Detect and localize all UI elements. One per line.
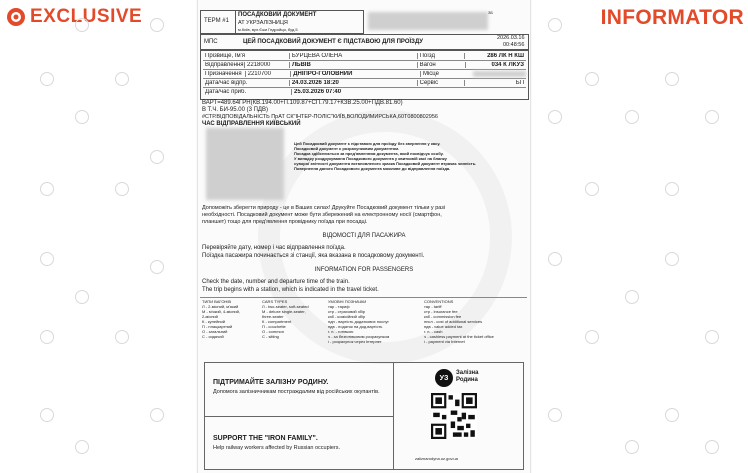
informator-brand: INFORMATOR (600, 6, 744, 29)
service-value: БП (464, 80, 526, 86)
passenger-info-line: Поїздка пасажира починається зі станції, яка вказана в посадковому документі. (202, 253, 425, 259)
watermark-dot (75, 18, 89, 32)
legend-item: пдв - податок на дод.вартість (328, 324, 383, 329)
ad-body-ua: Допомога залізничникам постраждалим від російських окупантів. (213, 389, 380, 395)
legend-item: О - загальний (202, 329, 228, 334)
departure-time-zone: ЧАС ВІДПРАВЛЕННЯ КИЇВСЬКИЙ (202, 121, 301, 127)
watermark-dot (40, 72, 54, 86)
arrival-datetime-label: Дата/час приб. (205, 88, 247, 95)
legend-item: К - compartment (262, 319, 292, 324)
eco-line: необхідності. Посадковий документ може бути збережений на електронному носії (смартфон, (202, 212, 442, 218)
insurance-line: #СТР.ВІДПОВІДАЛЬНІСТЬ ПрАТ СК"ІНТЕР-ПОЛІС"КИЇВ,ВОЛОДИМИРСЬКА,60Т0800802956 (202, 114, 438, 120)
issue-time: 00:48:56 (503, 42, 525, 48)
legend-conventions-en (424, 299, 526, 344)
departure-station: ЛЬВІВ (289, 62, 417, 68)
departure-label: Відправлення (205, 61, 244, 68)
redacted-barcode (368, 12, 488, 30)
arrival-datetime: 25.03.2026 07:40 (291, 89, 422, 95)
ad-divider (205, 416, 393, 417)
legend-item: стр - insurance fee (424, 309, 458, 314)
ad-logo-panel (393, 363, 523, 469)
watermark-dot (625, 110, 639, 124)
legend-title: CONVENTIONS (424, 299, 454, 304)
watermark-dot (150, 408, 164, 422)
legend-item: нпсл - cost of additional services (424, 319, 483, 324)
mps-row (200, 34, 529, 50)
watermark-dot (665, 408, 679, 422)
fare-breakdown: ВАРТ=489.64ГРН(КВ.194.00+П.109.87+СП.79.17+КЗВ.25.00+ПДВ.81.60) (202, 100, 403, 106)
arrival-station: ДНІПРО-ГОЛОВНИЙ (290, 71, 420, 77)
watermark-dot (705, 330, 719, 344)
watermark-dot (150, 260, 164, 274)
watermark-dot (705, 110, 719, 124)
fare-fee-line: В Т.Ч. БИ-95.00 (3 ПДВ) (202, 107, 268, 113)
legend-item: 2-місний (202, 314, 218, 319)
exclusive-label: EXCLUSIVE (30, 6, 143, 27)
issuer-box (235, 10, 364, 34)
watermark-dot (548, 110, 562, 124)
legend-item: стр - страховий збір (328, 309, 365, 314)
watermark-dot (625, 440, 639, 454)
legend-item: Л - two-seater, soft-seated (262, 304, 309, 309)
watermark-dot (115, 72, 129, 86)
legend-item: ндп - вартість додаткових послуг (328, 319, 389, 324)
legend-item: М - м'який, 4-місний, (202, 309, 240, 314)
watermark-dot (75, 440, 89, 454)
eco-line: планшет) тощо для пред'явлення провіднику поїзда при посадці. (202, 219, 368, 225)
watermark-dot (150, 150, 164, 164)
watermark-dot (665, 252, 679, 266)
note-line: Цей Посадковий документ є підставою для проїзду без звернення у касу. (294, 141, 441, 146)
name-label: Прізвище, Ім'я (205, 52, 245, 59)
watermark-dot (585, 72, 599, 86)
legend-item: г. п. - cash (424, 329, 443, 334)
legend-item: К - купейний (202, 319, 225, 324)
note-line: У випадку роздрукування Посадкового документа у квитковій касі на бланку (294, 156, 447, 161)
watermark-dot (585, 330, 599, 344)
legend-car-types-ua (202, 299, 262, 339)
legend-item: Л - 2-місний, м'який (202, 304, 239, 309)
watermark-dot (115, 330, 129, 344)
legend-item: С - sitting (262, 334, 279, 339)
watermark-dot (665, 72, 679, 86)
ad-text-panel (205, 363, 394, 469)
passenger-info-title-en: INFORMATION FOR PASSENGERS (314, 267, 414, 273)
watermark-dot (705, 440, 719, 454)
trip-details-table (200, 50, 529, 100)
ticket-number-label: ЗБ (488, 10, 494, 15)
company-address: м.Київ, вул.Єжи Гедройця, буд.5 (238, 27, 298, 32)
legend-item: ч - за безготівковим розрахунком (328, 334, 390, 339)
note-line: Посадковий документ є розрахунковим документом. (294, 146, 400, 151)
legend-item: і - розрахунок через Інтернет (328, 339, 382, 344)
legend-item: П - плацкартний (202, 324, 233, 329)
passenger-info-line: Перевіряйте дату, номер і час відправлення поїзда. (202, 245, 346, 251)
watermark-dot (40, 330, 54, 344)
watermark-dot (115, 182, 129, 196)
eco-line: Допоможіть зберегти природу - це в Ваших силах! Друкуйте Посадковий документ тільки у разі (202, 205, 445, 211)
legend-title: ТИПИ ВАГОНІВ (202, 299, 232, 304)
legend-item: тар - tariff (424, 304, 442, 309)
boarding-document (197, 0, 531, 473)
legend-car-types-en (262, 299, 324, 339)
legend-item: кзб - commission fee (424, 314, 462, 319)
ad-title-en: SUPPORT THE "IRON FAMILY". (213, 435, 318, 442)
note-line: суворої звітності документа встановленого зразка Посадковий документ втрачає чинність. (294, 161, 477, 166)
legend-item: ч - cashless payment at the ticket office (424, 334, 494, 339)
company-name: АТ УКРЗАЛІЗНИЦЯ (238, 20, 288, 26)
watermark-dot (585, 182, 599, 196)
legend-item: і - payment via Internet (424, 339, 465, 344)
train-label: Поїзд (417, 53, 465, 59)
legend-item: пдв - value added tax (424, 324, 463, 329)
terminal-label: ТЕРМ #1 (204, 18, 229, 24)
watermark-dot (548, 408, 562, 422)
car-number: 034 К ЛКУЗ (465, 62, 526, 68)
legend-item: П - couchette (262, 324, 286, 329)
legend-divider (200, 297, 527, 298)
mps-label: МПС (204, 39, 218, 45)
redacted-seat (473, 71, 527, 77)
iron-family-ad (204, 362, 524, 470)
watermark-dot (75, 110, 89, 124)
departure-code: 2218000 (244, 62, 289, 68)
watermark-dot (625, 290, 639, 304)
legend-item: г. п. - готівкою (328, 329, 354, 334)
redacted-qr-code (206, 128, 284, 200)
ad-body-en: Help railway workers affected by Russian occupiers. (213, 445, 341, 451)
departure-datetime: 24.03.2026 18:20 (289, 80, 417, 86)
legend-item: О - common (262, 329, 285, 334)
note-line: Повернення даного Посадкового документа можливе до відправлення поїзда. (294, 166, 451, 171)
watermark-dot (150, 18, 164, 32)
watermark-dot (40, 408, 54, 422)
arrival-label: Призначення (205, 70, 242, 77)
seat-label: Місце (420, 71, 469, 77)
note-line: Посадка здійснюється за пред'явленням документа, який посвідчує особу. (294, 151, 444, 156)
legend-item: тар - тариф (328, 304, 350, 309)
validity-notes (294, 141, 522, 171)
qr-code-icon[interactable] (431, 393, 477, 439)
watermark-dot (665, 182, 679, 196)
service-label: Сервіс (417, 80, 465, 86)
legend-item: three-seater (262, 314, 284, 319)
legend-item: С - сидячий (202, 334, 224, 339)
ad-title-ua: ПІДТРИМАЙТЕ ЗАЛІЗНУ РОДИНУ. (213, 379, 329, 386)
passenger-info-line-en: Check the date, number and departure time of the train. (202, 279, 350, 285)
passenger-name: БУРЦЕВА ОЛЕНА (289, 53, 417, 59)
terminal-box (200, 10, 236, 34)
watermark-dot (40, 182, 54, 196)
arrival-code: 2210700 (245, 71, 291, 77)
legend-title: CARS TYPES (262, 299, 288, 304)
passenger-info-title: ВІДОМОСТІ ДЛЯ ПАСАЖИРА (322, 233, 406, 239)
passenger-info-line-en: The trip begins with a station, which is indicated in the travel ticket. (202, 287, 379, 293)
departure-datetime-label: Дата/час відпр. (205, 79, 248, 86)
watermark-dot (548, 252, 562, 266)
legend-item: М - deluxe single-seater, (262, 309, 306, 314)
issue-date: 2026.03.16 (497, 35, 525, 41)
watermark-dot (75, 290, 89, 304)
uz-logo-icon: УЗ (435, 369, 453, 387)
camera-shutter-icon (6, 7, 26, 27)
watermark-dot (548, 18, 562, 32)
validity-notice: ЦЕЙ ПОСАДКОВИЙ ДОКУМЕНТ Є ПІДСТАВОЮ ДЛЯ ПРОЇЗДУ (243, 39, 424, 45)
car-label: Вагон (417, 62, 465, 68)
watermark-dot (40, 252, 54, 266)
ad-url[interactable]: zaliznarodyna.uz.gov.ua (415, 456, 458, 461)
ad-logo-text: Залізна Родина (456, 370, 479, 383)
legend-item: кзб - комісійний збір (328, 314, 366, 319)
document-title: ПОСАДКОВИЙ ДОКУМЕНТ (238, 12, 317, 18)
legend-title: УМОВНІ ПОЗНАЧКИ (328, 299, 367, 304)
legend-conventions-ua (328, 299, 420, 344)
arrival-time-row (203, 87, 526, 96)
train-number: 286 ЛК Н КШ (464, 53, 526, 59)
